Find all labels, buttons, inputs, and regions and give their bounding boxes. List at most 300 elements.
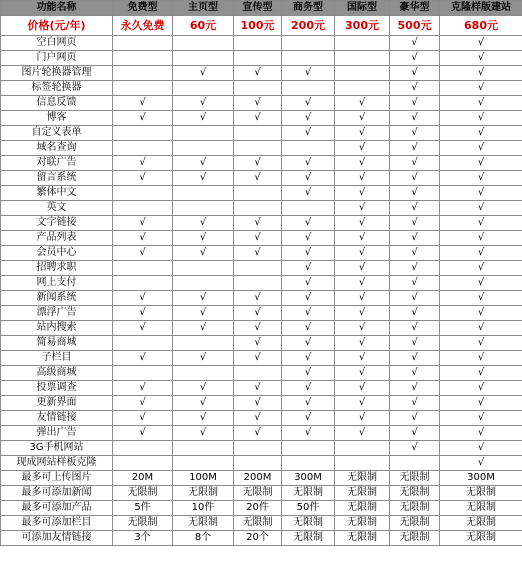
check-mark: √	[234, 291, 282, 306]
feature-row	[1, 81, 522, 96]
empty-cell	[113, 366, 173, 381]
check-mark: √	[390, 306, 440, 321]
check-mark: √	[173, 426, 234, 441]
header-row	[1, 1, 522, 16]
check-mark: √	[440, 126, 522, 141]
check-mark: √	[173, 291, 234, 306]
feature-row	[1, 456, 522, 471]
check-mark: √	[173, 171, 234, 186]
check-mark: √	[282, 381, 335, 396]
feature-row	[1, 291, 522, 306]
limit-value: 无限制	[282, 531, 335, 546]
empty-cell	[113, 81, 173, 96]
feature-row	[1, 96, 522, 111]
limit-value: 无限制	[173, 516, 234, 531]
check-mark: √	[390, 351, 440, 366]
limit-value: 20M	[113, 471, 173, 486]
feature-row	[1, 366, 522, 381]
feature-name: 高级商城	[1, 366, 113, 381]
feature-name: 现成网站样板克隆	[1, 456, 113, 471]
limit-value: 无限制	[234, 486, 282, 501]
check-mark: √	[335, 126, 390, 141]
check-mark: √	[390, 336, 440, 351]
check-mark: √	[390, 111, 440, 126]
feature-name: 自定义表单	[1, 126, 113, 141]
check-mark: √	[390, 201, 440, 216]
check-mark: √	[390, 156, 440, 171]
check-mark: √	[113, 306, 173, 321]
feature-row	[1, 441, 522, 456]
limit-value: 无限制	[440, 486, 522, 501]
check-mark: √	[335, 426, 390, 441]
feature-row	[1, 171, 522, 186]
price-label: 价格(元/年)	[1, 16, 113, 36]
feature-row	[1, 381, 522, 396]
check-mark: √	[234, 246, 282, 261]
feature-name: 图片轮换器管理	[1, 66, 113, 81]
check-mark: √	[173, 321, 234, 336]
price-international: 300元	[335, 16, 390, 36]
feature-row	[1, 351, 522, 366]
check-mark: √	[335, 216, 390, 231]
feature-row	[1, 216, 522, 231]
check-mark: √	[390, 96, 440, 111]
feature-name: 子栏目	[1, 351, 113, 366]
empty-cell	[173, 336, 234, 351]
empty-cell	[335, 66, 390, 81]
check-mark: √	[234, 111, 282, 126]
limit-value: 无限制	[113, 486, 173, 501]
check-mark: √	[440, 141, 522, 156]
empty-cell	[282, 456, 335, 471]
empty-cell	[173, 456, 234, 471]
empty-cell	[113, 336, 173, 351]
limit-value: 5件	[113, 501, 173, 516]
check-mark: √	[282, 261, 335, 276]
limit-name: 最多可添加新闻	[1, 486, 113, 501]
check-mark: √	[390, 231, 440, 246]
limit-value: 300M	[282, 471, 335, 486]
feature-row	[1, 51, 522, 66]
limit-name: 最多可添加产品	[1, 501, 113, 516]
limit-name: 最多可上传图片	[1, 471, 113, 486]
feature-name: 标签轮换器	[1, 81, 113, 96]
check-mark: √	[390, 261, 440, 276]
empty-cell	[113, 261, 173, 276]
feature-row	[1, 156, 522, 171]
check-mark: √	[390, 441, 440, 456]
feature-row	[1, 411, 522, 426]
check-mark: √	[335, 381, 390, 396]
check-mark: √	[113, 291, 173, 306]
check-mark: √	[440, 366, 522, 381]
empty-cell	[234, 51, 282, 66]
header-deluxe-plan: 豪华型	[390, 1, 440, 16]
feature-name: 产品列表	[1, 231, 113, 246]
limit-value: 20件	[234, 501, 282, 516]
check-mark: √	[440, 81, 522, 96]
empty-cell	[113, 66, 173, 81]
empty-cell	[173, 36, 234, 51]
check-mark: √	[390, 126, 440, 141]
check-mark: √	[282, 126, 335, 141]
feature-name: 3G手机网站	[1, 441, 113, 456]
check-mark: √	[173, 306, 234, 321]
check-mark: √	[173, 396, 234, 411]
check-mark: √	[335, 261, 390, 276]
feature-row	[1, 186, 522, 201]
limit-value: 无限制	[173, 486, 234, 501]
empty-cell	[335, 81, 390, 96]
check-mark: √	[282, 171, 335, 186]
limit-value: 无限制	[440, 501, 522, 516]
check-mark: √	[390, 81, 440, 96]
check-mark: √	[282, 321, 335, 336]
feature-row	[1, 336, 522, 351]
empty-cell	[173, 441, 234, 456]
check-mark: √	[335, 96, 390, 111]
empty-cell	[173, 201, 234, 216]
feature-row	[1, 276, 522, 291]
check-mark: √	[390, 51, 440, 66]
limit-value: 100M	[173, 471, 234, 486]
check-mark: √	[390, 276, 440, 291]
empty-cell	[335, 36, 390, 51]
header-homepage-plan: 主页型	[173, 1, 234, 16]
limit-value: 无限制	[335, 486, 390, 501]
empty-cell	[234, 366, 282, 381]
check-mark: √	[390, 366, 440, 381]
check-mark: √	[282, 216, 335, 231]
empty-cell	[282, 141, 335, 156]
check-mark: √	[282, 276, 335, 291]
check-mark: √	[282, 306, 335, 321]
empty-cell	[173, 276, 234, 291]
check-mark: √	[113, 111, 173, 126]
limit-value: 无限制	[335, 501, 390, 516]
check-mark: √	[390, 66, 440, 81]
feature-row	[1, 321, 522, 336]
price-promo: 100元	[234, 16, 282, 36]
check-mark: √	[282, 411, 335, 426]
check-mark: √	[282, 246, 335, 261]
empty-cell	[390, 456, 440, 471]
check-mark: √	[282, 396, 335, 411]
check-mark: √	[440, 321, 522, 336]
check-mark: √	[440, 456, 522, 471]
empty-cell	[173, 126, 234, 141]
check-mark: √	[234, 231, 282, 246]
limit-value: 3个	[113, 531, 173, 546]
feature-row	[1, 36, 522, 51]
check-mark: √	[390, 426, 440, 441]
check-mark: √	[113, 246, 173, 261]
limit-value: 50件	[282, 501, 335, 516]
price-deluxe: 500元	[390, 16, 440, 36]
price-business: 200元	[282, 16, 335, 36]
empty-cell	[113, 126, 173, 141]
limit-row	[1, 501, 522, 516]
check-mark: √	[440, 246, 522, 261]
limit-value: 无限制	[335, 516, 390, 531]
feature-name: 繁体中文	[1, 186, 113, 201]
feature-row	[1, 126, 522, 141]
header-clone-plan: 克隆样版建站	[440, 1, 522, 16]
check-mark: √	[282, 111, 335, 126]
empty-cell	[335, 51, 390, 66]
check-mark: √	[173, 246, 234, 261]
empty-cell	[113, 186, 173, 201]
check-mark: √	[440, 336, 522, 351]
header-feature-name: 功能名称	[1, 1, 113, 16]
feature-name: 站内搜索	[1, 321, 113, 336]
empty-cell	[234, 36, 282, 51]
empty-cell	[234, 141, 282, 156]
empty-cell	[234, 261, 282, 276]
empty-cell	[113, 276, 173, 291]
check-mark: √	[440, 306, 522, 321]
limit-value: 无限制	[113, 516, 173, 531]
feature-row	[1, 66, 522, 81]
check-mark: √	[335, 276, 390, 291]
empty-cell	[113, 141, 173, 156]
check-mark: √	[173, 351, 234, 366]
check-mark: √	[335, 231, 390, 246]
feature-row	[1, 306, 522, 321]
empty-cell	[113, 36, 173, 51]
limit-value: 无限制	[335, 471, 390, 486]
check-mark: √	[440, 171, 522, 186]
check-mark: √	[440, 231, 522, 246]
limit-row	[1, 486, 522, 501]
empty-cell	[282, 81, 335, 96]
feature-name: 域名查询	[1, 141, 113, 156]
limit-value: 无限制	[440, 531, 522, 546]
check-mark: √	[390, 141, 440, 156]
check-mark: √	[113, 351, 173, 366]
check-mark: √	[335, 336, 390, 351]
check-mark: √	[440, 216, 522, 231]
check-mark: √	[440, 426, 522, 441]
empty-cell	[335, 456, 390, 471]
check-mark: √	[440, 291, 522, 306]
check-mark: √	[234, 396, 282, 411]
check-mark: √	[335, 111, 390, 126]
limit-value: 无限制	[390, 516, 440, 531]
check-mark: √	[335, 321, 390, 336]
check-mark: √	[234, 66, 282, 81]
feature-name: 投票调查	[1, 381, 113, 396]
header-promo-plan: 宣传型	[234, 1, 282, 16]
check-mark: √	[335, 201, 390, 216]
feature-name: 留言系统	[1, 171, 113, 186]
empty-cell	[282, 36, 335, 51]
limit-value: 20个	[234, 531, 282, 546]
empty-cell	[173, 141, 234, 156]
check-mark: √	[440, 261, 522, 276]
check-mark: √	[390, 411, 440, 426]
check-mark: √	[173, 381, 234, 396]
feature-name: 信息反馈	[1, 96, 113, 111]
check-mark: √	[234, 381, 282, 396]
check-mark: √	[234, 336, 282, 351]
price-free: 永久免费	[113, 16, 173, 36]
limit-value: 无限制	[335, 531, 390, 546]
check-mark: √	[440, 351, 522, 366]
feature-row	[1, 201, 522, 216]
check-mark: √	[234, 426, 282, 441]
check-mark: √	[440, 201, 522, 216]
check-mark: √	[234, 156, 282, 171]
check-mark: √	[173, 66, 234, 81]
check-mark: √	[234, 321, 282, 336]
check-mark: √	[440, 111, 522, 126]
check-mark: √	[440, 441, 522, 456]
limit-value: 无限制	[440, 516, 522, 531]
check-mark: √	[113, 156, 173, 171]
empty-cell	[335, 441, 390, 456]
empty-cell	[173, 81, 234, 96]
limit-value: 无限制	[234, 516, 282, 531]
check-mark: √	[335, 156, 390, 171]
check-mark: √	[390, 216, 440, 231]
check-mark: √	[390, 246, 440, 261]
empty-cell	[173, 261, 234, 276]
check-mark: √	[335, 411, 390, 426]
header-free-plan: 免费型	[113, 1, 173, 16]
feature-name: 英文	[1, 201, 113, 216]
check-mark: √	[173, 231, 234, 246]
check-mark: √	[440, 186, 522, 201]
check-mark: √	[234, 171, 282, 186]
check-mark: √	[234, 96, 282, 111]
check-mark: √	[335, 291, 390, 306]
check-mark: √	[440, 381, 522, 396]
check-mark: √	[282, 351, 335, 366]
feature-name: 对联广告	[1, 156, 113, 171]
check-mark: √	[113, 96, 173, 111]
check-mark: √	[173, 411, 234, 426]
check-mark: √	[234, 216, 282, 231]
check-mark: √	[390, 381, 440, 396]
price-homepage: 60元	[173, 16, 234, 36]
empty-cell	[234, 126, 282, 141]
check-mark: √	[440, 96, 522, 111]
price-row	[1, 16, 522, 36]
check-mark: √	[440, 411, 522, 426]
limit-name: 可添加友情链接	[1, 531, 113, 546]
check-mark: √	[440, 51, 522, 66]
check-mark: √	[440, 36, 522, 51]
check-mark: √	[390, 321, 440, 336]
limit-value: 无限制	[390, 501, 440, 516]
feature-row	[1, 396, 522, 411]
check-mark: √	[282, 186, 335, 201]
check-mark: √	[440, 276, 522, 291]
feature-row	[1, 141, 522, 156]
feature-row	[1, 111, 522, 126]
check-mark: √	[282, 156, 335, 171]
check-mark: √	[173, 216, 234, 231]
empty-cell	[234, 81, 282, 96]
check-mark: √	[390, 36, 440, 51]
check-mark: √	[335, 141, 390, 156]
empty-cell	[113, 441, 173, 456]
feature-name: 网上支付	[1, 276, 113, 291]
check-mark: √	[440, 396, 522, 411]
check-mark: √	[113, 216, 173, 231]
header-international-plan: 国际型	[335, 1, 390, 16]
check-mark: √	[390, 186, 440, 201]
limit-value: 无限制	[390, 531, 440, 546]
limit-row	[1, 471, 522, 486]
check-mark: √	[335, 351, 390, 366]
check-mark: √	[440, 66, 522, 81]
limit-value: 200M	[234, 471, 282, 486]
check-mark: √	[234, 411, 282, 426]
empty-cell	[113, 201, 173, 216]
empty-cell	[173, 366, 234, 381]
empty-cell	[282, 201, 335, 216]
check-mark: √	[234, 306, 282, 321]
limit-value: 8个	[173, 531, 234, 546]
price-clone: 680元	[440, 16, 522, 36]
check-mark: √	[234, 351, 282, 366]
check-mark: √	[282, 66, 335, 81]
feature-name: 博客	[1, 111, 113, 126]
feature-name: 新闻系统	[1, 291, 113, 306]
feature-name: 更新界面	[1, 396, 113, 411]
limit-name: 最多可添加栏目	[1, 516, 113, 531]
check-mark: √	[113, 381, 173, 396]
limit-value: 无限制	[390, 486, 440, 501]
empty-cell	[234, 186, 282, 201]
feature-name: 空白网页	[1, 36, 113, 51]
limit-value: 无限制	[390, 471, 440, 486]
check-mark: √	[113, 231, 173, 246]
check-mark: √	[173, 156, 234, 171]
check-mark: √	[335, 396, 390, 411]
check-mark: √	[113, 411, 173, 426]
empty-cell	[113, 51, 173, 66]
check-mark: √	[113, 396, 173, 411]
check-mark: √	[113, 426, 173, 441]
limit-row	[1, 531, 522, 546]
check-mark: √	[282, 96, 335, 111]
check-mark: √	[335, 171, 390, 186]
empty-cell	[234, 201, 282, 216]
check-mark: √	[390, 396, 440, 411]
feature-name: 漂浮广告	[1, 306, 113, 321]
empty-cell	[173, 186, 234, 201]
feature-row	[1, 261, 522, 276]
check-mark: √	[113, 321, 173, 336]
empty-cell	[113, 456, 173, 471]
feature-name: 弹出广告	[1, 426, 113, 441]
check-mark: √	[335, 366, 390, 381]
feature-row	[1, 426, 522, 441]
feature-name: 招聘求职	[1, 261, 113, 276]
limit-value: 无限制	[282, 486, 335, 501]
check-mark: √	[390, 171, 440, 186]
limit-value: 无限制	[282, 516, 335, 531]
check-mark: √	[282, 366, 335, 381]
check-mark: √	[113, 171, 173, 186]
check-mark: √	[390, 291, 440, 306]
check-mark: √	[335, 246, 390, 261]
check-mark: √	[282, 231, 335, 246]
check-mark: √	[440, 156, 522, 171]
